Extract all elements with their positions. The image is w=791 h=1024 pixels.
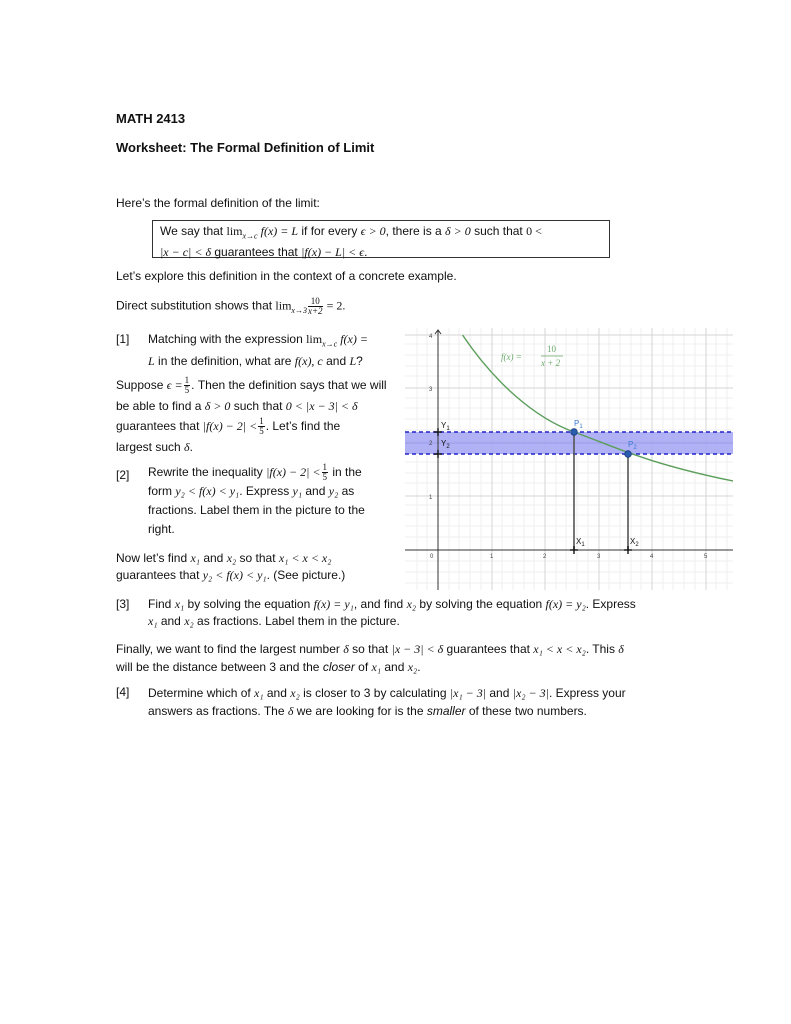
label-p2: $P_2$ [628, 440, 637, 451]
definition-box [152, 220, 610, 258]
x-tick-0: 0 [430, 554, 434, 560]
label-x1: $X_1$ [576, 537, 585, 548]
function-graph [405, 328, 733, 590]
function-label: f(x) = [501, 352, 522, 362]
question-4-text: Determine which of x₁ and x₂ is closer to 3 by calculating |x₁ − 3| and |x₂ − 3|. Express your answers as fractions. The δ we are looking for is the smaller of these two numbers. [148, 686, 626, 718]
question-2-number: [2] [116, 468, 130, 482]
explore-text: Let’s explore this definition in the context of a concrete example. [116, 269, 457, 283]
x-tick-2: 2 [543, 554, 547, 560]
x-tick-5: 5 [704, 554, 708, 560]
definition-line-2: |x − c| < δ guarantees that |f(x) − L| < ϵ. [160, 245, 368, 260]
label-x2: $X_2$ [630, 537, 639, 548]
finally-paragraph: Finally, we want to find the largest number δ so that |x − 3| < δ guarantees that x₁ < x < x₂. This δ will be the distance between 3 and the closer of x₁ and x₂. [116, 642, 624, 674]
suppose-paragraph: Suppose ϵ = $\frac{1}{5}$ . Then the definition says that we will be able to find a δ > 0 such that 0 < |x − 3| < δ guarantees that |f(x) − 2| < $\frac{1}{5}$ . Let’s find the largest such δ. [116, 375, 387, 454]
question-4-number: [4] [116, 685, 130, 699]
function-label-denominator: x + 2 [541, 358, 561, 368]
now-find-paragraph: Now let’s find x₁ and x₂ so that x₁ < x < x₂ guarantees that y₂ < f(x) < y₁. (See picture.) [116, 551, 346, 582]
x-tick-4: 4 [650, 554, 654, 560]
y-tick-4: 4 [429, 334, 433, 340]
grid-minor [405, 328, 733, 590]
label-p1: $P_1$ [574, 419, 583, 430]
y-tick-3: 3 [429, 387, 433, 393]
x-tick-1: 1 [490, 554, 494, 560]
question-1-text: Matching with the expression $\lim_{x\to c} f(x)$ = L in the definition, what are f(x), c and L? [148, 332, 368, 369]
question-3-text: Find x₁ by solving the equation f(x) = y₁, and find x₂ by solving the equation f(x) = y₂. Express x₁ and x₂ as fractions. Label them in the picture. [148, 597, 636, 628]
worksheet-title: Worksheet: The Formal Definition of Limit [116, 140, 375, 155]
course-code: MATH 2413 [116, 111, 186, 126]
direct-substitution-text: Direct substitution shows that $\lim_{x\to 3}$ $\frac{10}{x+2}$ = 2. [116, 296, 346, 316]
y-tick-1: 1 [429, 495, 433, 501]
question-3-number: [3] [116, 597, 130, 611]
fraction: $\frac{10}{x+2}$ [307, 296, 323, 316]
point-p2 [625, 451, 632, 458]
point-p1 [571, 429, 578, 436]
label-y1: $Y_1$ [441, 421, 450, 432]
x-tick-3: 3 [597, 554, 601, 560]
definition-line-1: We say that $\lim_{x\to c} f(x) = L$ if for every ϵ > 0, there is a δ > 0 such that 0 < [160, 224, 542, 241]
question-1-number: [1] [116, 332, 130, 346]
function-label-numerator: 10 [547, 344, 556, 354]
question-2-text: Rewrite the inequality |f(x) − 2| < $\frac{1}{5}$ in the form y₂ < f(x) < y₁. Express y₁ and y₂ as fractions. Label them in the picture to the right. [148, 462, 365, 537]
intro-text: Here’s the formal definition of the limit: [116, 196, 320, 210]
label-y2: $Y_2$ [441, 439, 450, 450]
y-tick-2: 2 [429, 441, 433, 447]
